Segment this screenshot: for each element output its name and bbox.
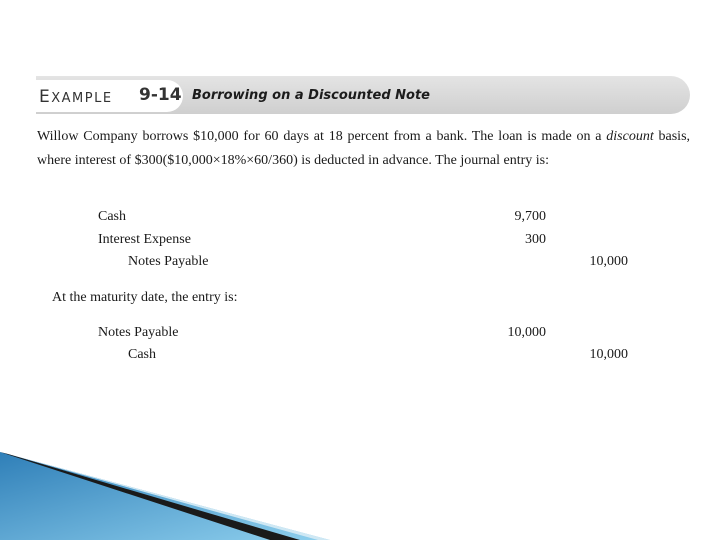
entry1-debit-interest: 300 bbox=[525, 232, 546, 247]
entry1-account-notes: Notes Payable bbox=[128, 254, 209, 269]
example-number: 9-14 bbox=[139, 85, 182, 105]
intro-text-1: Willow Company borrows $10,000 for 60 days at 18 percent from a bank. The loan is made on a bbox=[37, 129, 602, 144]
intro-discount-word: discount bbox=[606, 129, 654, 144]
entry1-account-interest: Interest Expense bbox=[98, 232, 191, 247]
entry1-account-cash: Cash bbox=[98, 209, 126, 224]
intro-text-2: basis, where interest of $300($10,000×18%×60/360) is deducted in advance. The journal entry is: bbox=[37, 129, 691, 168]
example-title: Borrowing on a Discounted Note bbox=[192, 88, 430, 103]
entry1-debit-cash: 9,700 bbox=[514, 209, 546, 224]
example-word-rest: XAMPLE bbox=[51, 91, 113, 106]
entry2-credit-cash: 10,000 bbox=[589, 347, 628, 362]
entry2-account-notes: Notes Payable bbox=[98, 325, 179, 340]
entry2-debit-notes: 10,000 bbox=[507, 325, 546, 340]
example-first-letter: E bbox=[39, 87, 52, 107]
maturity-note: At the maturity date, the entry is: bbox=[52, 290, 238, 305]
entry1-credit-notes: 10,000 bbox=[589, 254, 628, 269]
entry2-account-cash: Cash bbox=[128, 347, 156, 362]
